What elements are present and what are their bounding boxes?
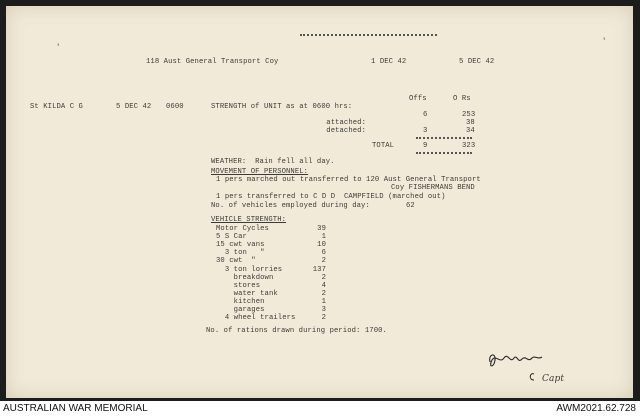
vehicle-label: stores: [216, 282, 261, 290]
vehicle-count: 1: [321, 233, 326, 241]
total-rule: [416, 152, 472, 154]
movement-line: Coy FISHERMANS BEND: [391, 184, 475, 192]
vehicles-employed-label: No. of vehicles employed during day:: [211, 202, 370, 210]
document-page: [6, 6, 633, 398]
movement-heading: MOVEMENT OF PERSONNEL:: [211, 168, 309, 176]
footer-reference: AWM2021.62.728: [556, 403, 636, 414]
entry-place: St KILDA C G: [30, 103, 83, 111]
vehicle-label: kitchen: [216, 298, 265, 306]
movement-line: 1 pers marched out transferred to 120 Aust General Transport: [216, 176, 481, 184]
vehicle-label: 3 ton ": [216, 249, 265, 257]
col-or: O Rs: [453, 95, 471, 103]
vehicle-label: garages: [216, 306, 265, 314]
vehicle-count: 10: [317, 241, 326, 249]
vehicle-count: 3: [321, 306, 326, 314]
total-or: 323: [462, 142, 476, 150]
vehicle-count: 1: [321, 298, 326, 306]
vehicle-count: 39: [317, 225, 326, 233]
rations-line: No. of rations drawn during period: 1700.: [206, 327, 387, 335]
unit-name: 118 Aust General Transport Coy: [146, 58, 279, 66]
vehicle-count: 6: [321, 249, 326, 257]
signature-rank: Capt: [542, 374, 565, 384]
col-offrs: Offs: [409, 95, 427, 103]
row-label: detached:: [326, 127, 366, 135]
weather-line: WEATHER: Rain fell all day.: [211, 158, 335, 166]
row-or: 34: [466, 127, 475, 135]
vehicle-strength-heading: VEHICLE STRENGTH:: [211, 216, 287, 224]
vehicle-label: water tank: [216, 290, 278, 298]
signature-scrawl: [484, 346, 574, 392]
top-rule: [300, 34, 437, 36]
vehicle-label: 30 cwt ": [216, 257, 256, 265]
vehicle-count: 2: [321, 290, 326, 298]
date-to: 5 DEC 42: [459, 58, 495, 66]
total-label: TOTAL: [372, 142, 395, 150]
row-offrs: 3: [423, 127, 428, 135]
entry-date: 5 DEC 42: [116, 103, 152, 111]
footer-institution: AUSTRALIAN WAR MEMORIAL: [3, 403, 148, 414]
footer-bar: [0, 401, 640, 416]
vehicle-label: 4 wheel trailers: [216, 314, 296, 322]
entry-time: 0600: [166, 103, 184, 111]
vehicle-count: 137: [312, 266, 326, 274]
vehicle-label: 3 ton lorries: [216, 266, 283, 274]
row-or: 253: [462, 111, 476, 119]
corner-mark-right: ': [602, 38, 607, 46]
vehicle-label: breakdown: [216, 274, 274, 282]
row-label: attached:: [326, 119, 366, 127]
vehicle-count: 2: [321, 274, 326, 282]
vehicle-count: 2: [321, 314, 326, 322]
vehicle-label: Motor Cycles: [216, 225, 269, 233]
strength-label: STRENGTH of UNIT as at 0600 hrs:: [211, 103, 353, 111]
row-offrs: 6: [423, 111, 428, 119]
vehicles-employed-count: 62: [406, 202, 415, 210]
date-from: 1 DEC 42: [371, 58, 407, 66]
vehicle-label: 5 S Car: [216, 233, 247, 241]
row-or: 38: [466, 119, 475, 127]
subtotal-rule: [416, 137, 472, 139]
vehicle-count: 2: [321, 257, 326, 265]
vehicle-count: 4: [321, 282, 326, 290]
movement-line: 1 pers transferred to C D D CAMPFIELD (marched out): [216, 193, 446, 201]
vehicle-label: 15 cwt vans: [216, 241, 265, 249]
corner-mark: ': [56, 44, 61, 52]
total-offrs: 9: [423, 142, 428, 150]
